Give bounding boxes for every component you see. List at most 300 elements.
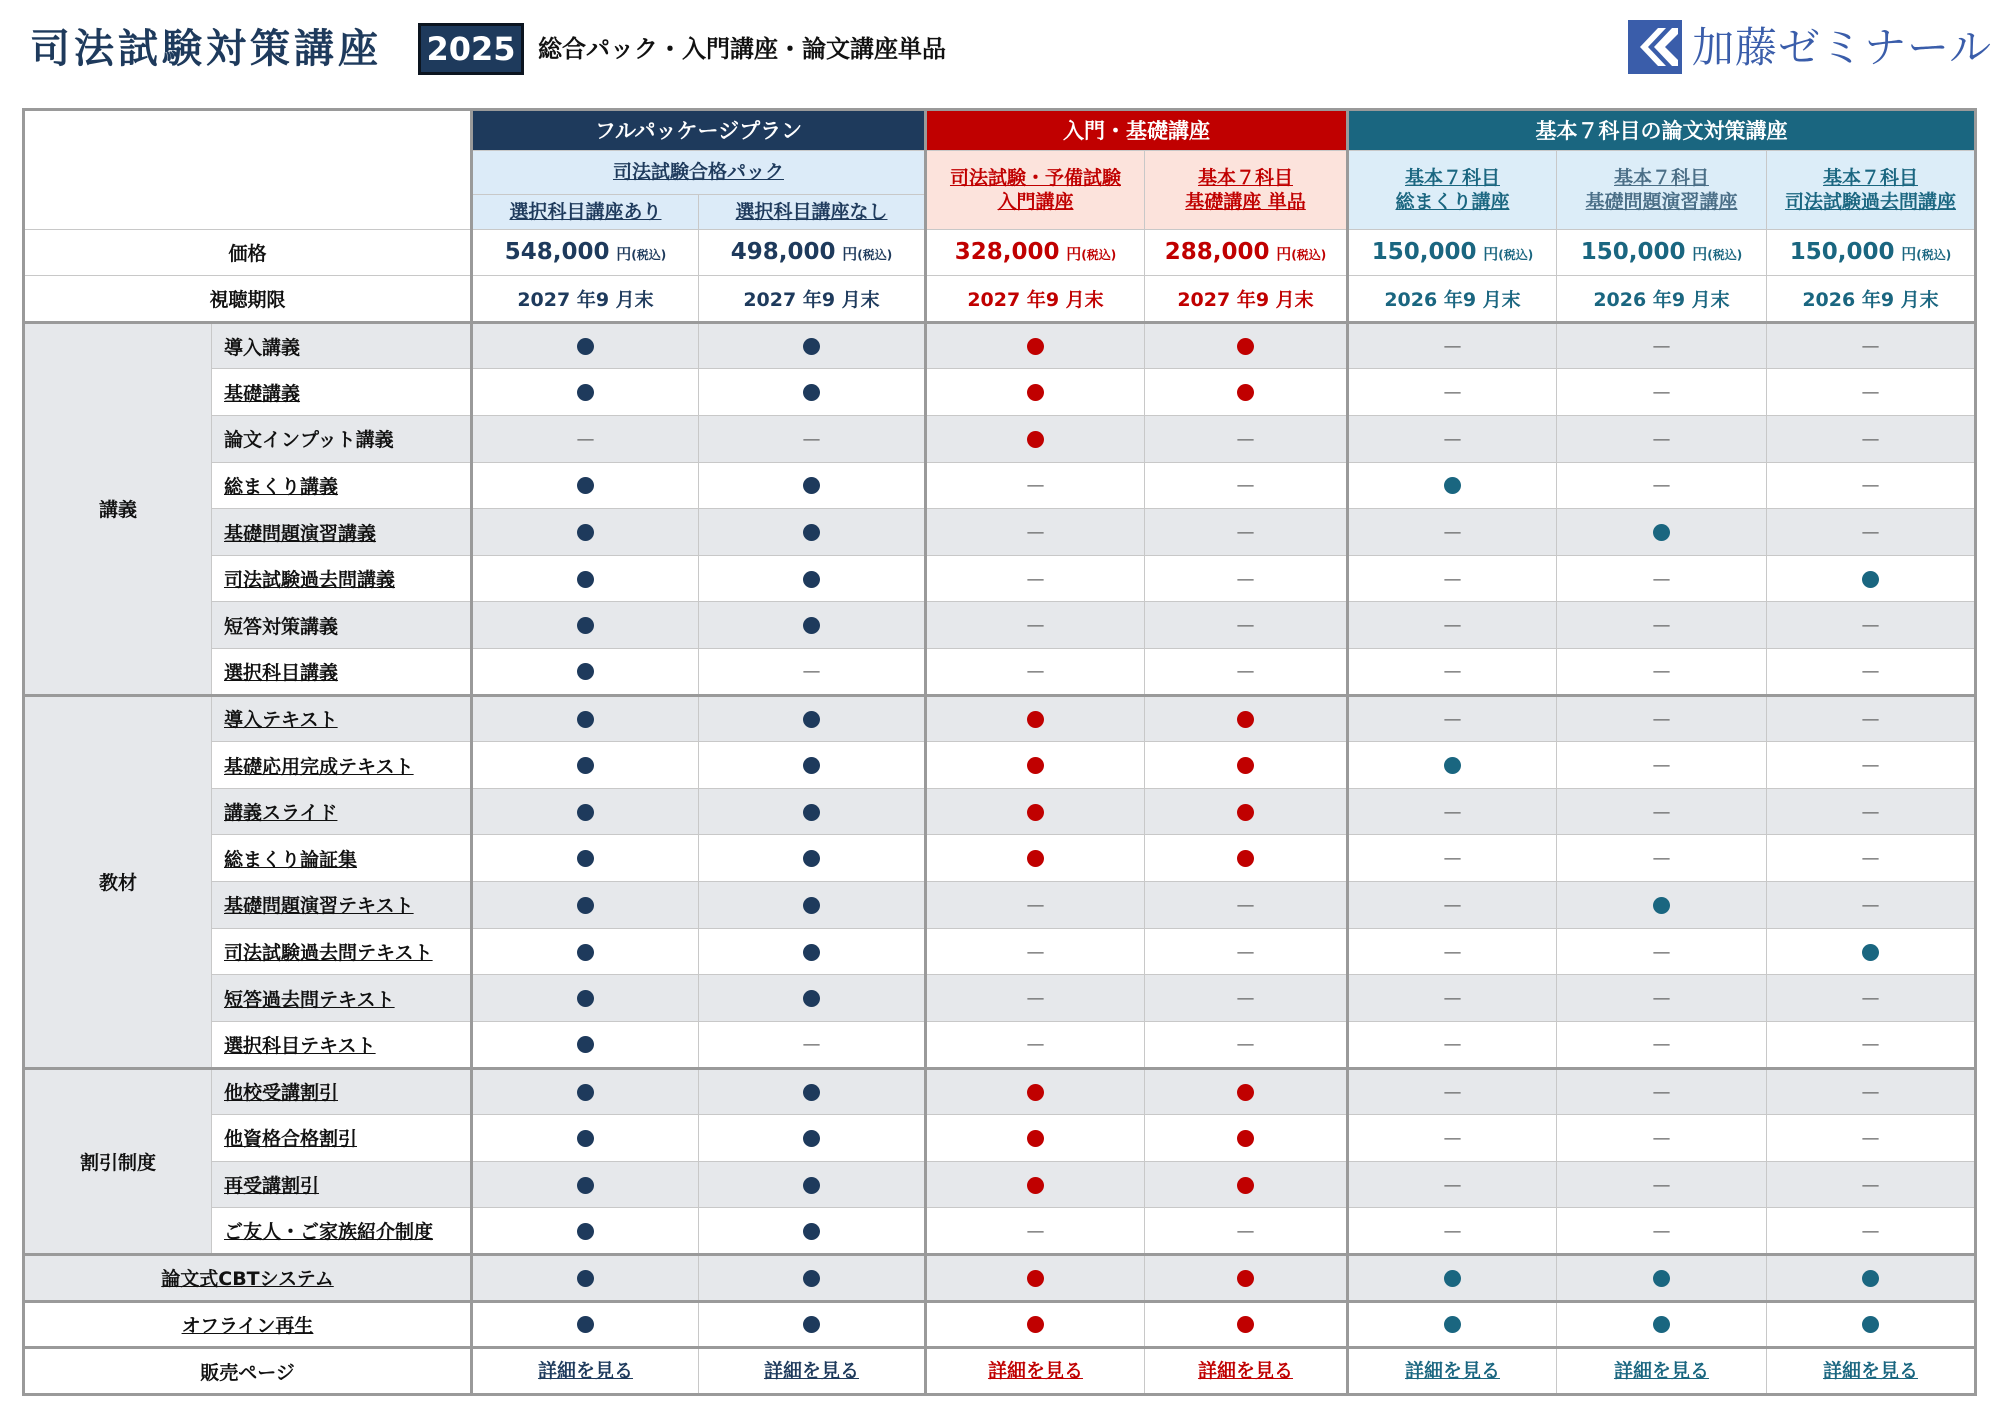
not-included-mark: —	[1767, 1208, 1976, 1255]
included-mark	[472, 1021, 699, 1068]
not-included-mark: —	[926, 509, 1145, 556]
included-mark	[1348, 1301, 1557, 1348]
not-included-mark: —	[1557, 835, 1767, 882]
category-materials: 教材	[24, 695, 212, 1068]
detail-cell	[1557, 1348, 1767, 1395]
detail-cell	[1145, 1348, 1348, 1395]
not-included-mark: —	[1145, 649, 1348, 696]
not-included-mark: —	[1145, 416, 1348, 463]
included-mark	[926, 1254, 1145, 1301]
included-dot	[1027, 1177, 1044, 1194]
not-included-mark: —	[1767, 742, 1976, 789]
feature-link-cell	[212, 882, 472, 929]
included-mark	[699, 1115, 926, 1162]
included-dot	[803, 384, 820, 401]
included-dot	[1862, 1316, 1879, 1333]
feature-label: 論文インプット講義	[212, 416, 472, 463]
price-cell: 498,000 円(税込)	[699, 229, 926, 276]
not-included-mark: —	[1767, 1068, 1976, 1115]
included-dot	[1027, 384, 1044, 401]
included-mark	[1145, 695, 1348, 742]
included-dot	[803, 711, 820, 728]
term-cell: 2026 年9 月末	[1348, 276, 1557, 323]
price-cell: 150,000 円(税込)	[1767, 229, 1976, 276]
included-dot	[1027, 338, 1044, 355]
price-cell: 548,000 円(税込)	[472, 229, 699, 276]
not-included-mark: —	[1767, 602, 1976, 649]
included-mark	[699, 1208, 926, 1255]
not-included-mark: —	[1348, 322, 1557, 369]
detail-cell	[1348, 1348, 1557, 1395]
not-included-mark: —	[1348, 509, 1557, 556]
feature-link-cell	[24, 1301, 472, 1348]
included-mark	[699, 322, 926, 369]
past-course-link[interactable]: 基本７科目 司法試験過去問講座	[1784, 166, 1956, 213]
included-mark	[699, 509, 926, 556]
included-mark	[926, 369, 1145, 416]
review-course-link[interactable]: 基本７科目 総まくり講座	[1395, 166, 1510, 213]
intro-course-link[interactable]: 司法試験・予備試験 入門講座	[949, 166, 1121, 213]
included-mark	[1767, 555, 1976, 602]
feature-label: 短答対策講義	[212, 602, 472, 649]
feature-link[interactable]: 他資格合格割引	[224, 1128, 358, 1151]
included-dot	[803, 897, 820, 914]
feature-link[interactable]: 再受講割引	[224, 1175, 320, 1198]
included-dot	[1237, 757, 1254, 774]
included-mark	[472, 928, 699, 975]
not-included-mark: —	[926, 1021, 1145, 1068]
not-included-mark: —	[1145, 509, 1348, 556]
group-intro-basic: 入門・基礎講座	[926, 110, 1348, 151]
included-mark	[926, 1301, 1145, 1348]
included-mark	[699, 788, 926, 835]
feature-link-cell	[24, 1254, 472, 1301]
feature-link[interactable]: 総まくり講義	[224, 475, 339, 498]
drill-course-cell	[1557, 150, 1767, 229]
included-mark	[1145, 742, 1348, 789]
not-included-mark: —	[1557, 649, 1767, 696]
included-mark	[1767, 1254, 1976, 1301]
not-included-mark: —	[1557, 555, 1767, 602]
year-badge: 2025	[421, 26, 521, 72]
included-mark	[699, 1161, 926, 1208]
included-mark	[1557, 1254, 1767, 1301]
not-included-mark: —	[1348, 1068, 1557, 1115]
included-dot	[577, 711, 594, 728]
included-mark	[699, 369, 926, 416]
not-included-mark: —	[926, 975, 1145, 1022]
not-included-mark: —	[1348, 928, 1557, 975]
included-mark	[1145, 1161, 1348, 1208]
included-dot	[577, 1223, 594, 1240]
included-dot	[1027, 711, 1044, 728]
not-included-mark: —	[1767, 509, 1976, 556]
included-dot	[803, 1270, 820, 1287]
not-included-mark: —	[1557, 1068, 1767, 1115]
included-mark	[472, 695, 699, 742]
not-included-mark: —	[1348, 1115, 1557, 1162]
not-included-mark: —	[1557, 369, 1767, 416]
included-mark	[699, 882, 926, 929]
not-included-mark: —	[472, 416, 699, 463]
included-mark	[1557, 509, 1767, 556]
included-dot	[577, 524, 594, 541]
included-dot	[577, 944, 594, 961]
term-cell: 2027 年9 月末	[1145, 276, 1348, 323]
not-included-mark: —	[926, 555, 1145, 602]
pack-with-elective-cell	[472, 195, 699, 229]
included-dot	[1862, 944, 1879, 961]
included-dot	[1027, 757, 1044, 774]
term-cell: 2027 年9 月末	[472, 276, 699, 323]
included-mark	[699, 835, 926, 882]
logo-text: 加藤ゼミナール	[1692, 23, 1993, 72]
included-mark	[472, 369, 699, 416]
not-included-mark: —	[926, 649, 1145, 696]
not-included-mark: —	[1767, 788, 1976, 835]
feature-link[interactable]: 司法試験過去問テキスト	[224, 942, 433, 964]
feature-link-cell	[212, 462, 472, 509]
not-included-mark: —	[1557, 742, 1767, 789]
included-dot	[577, 384, 594, 401]
page-subtitle: 総合パック・入門講座・論文講座単品	[538, 35, 946, 63]
included-dot	[803, 1084, 820, 1101]
included-dot	[1237, 384, 1254, 401]
included-dot	[1027, 1316, 1044, 1333]
feature-link[interactable]: 講義スライド	[224, 802, 338, 825]
page-title: 司法試験対策講座	[30, 26, 382, 72]
detail-cell	[699, 1348, 926, 1395]
not-included-mark: —	[1348, 1021, 1557, 1068]
detail-cell	[926, 1348, 1145, 1395]
included-mark	[472, 975, 699, 1022]
pack-with-elective-link[interactable]: 選択科目講座あり	[509, 200, 662, 223]
not-included-mark: —	[1767, 835, 1976, 882]
not-included-mark: —	[1145, 555, 1348, 602]
included-dot	[1444, 1316, 1461, 1333]
detail-link[interactable]: 詳細を見る	[537, 1360, 633, 1383]
included-mark	[1557, 1301, 1767, 1348]
included-mark	[472, 788, 699, 835]
included-mark	[1557, 882, 1767, 929]
included-mark	[1348, 462, 1557, 509]
feature-link[interactable]: 選択科目講義	[224, 661, 339, 684]
category-lectures: 講義	[24, 322, 212, 695]
not-included-mark: —	[1348, 695, 1557, 742]
price-cell: 150,000 円(税込)	[1557, 229, 1767, 276]
included-dot	[1653, 524, 1670, 541]
not-included-mark: —	[1767, 369, 1976, 416]
included-dot	[577, 850, 594, 867]
included-dot	[1862, 571, 1879, 588]
price-label: 価格	[24, 229, 472, 276]
not-included-mark: —	[926, 602, 1145, 649]
logo-mark-icon	[1628, 18, 1684, 76]
not-included-mark: —	[1767, 649, 1976, 696]
not-included-mark: —	[1557, 322, 1767, 369]
included-dot	[1027, 804, 1044, 821]
feature-link-cell	[212, 1161, 472, 1208]
not-included-mark: —	[1145, 602, 1348, 649]
feature-link-cell	[212, 649, 472, 696]
group-essay-courses: 基本７科目の論文対策講座	[1348, 110, 1976, 151]
feature-link-cell	[212, 1208, 472, 1255]
basic-course-cell	[1145, 150, 1348, 229]
feature-link-cell	[212, 1115, 472, 1162]
detail-link[interactable]: 詳細を見る	[1197, 1360, 1293, 1383]
feature-link[interactable]: 基礎問題演習講義	[224, 522, 377, 545]
included-dot	[1237, 850, 1254, 867]
not-included-mark: —	[1145, 975, 1348, 1022]
included-dot	[1237, 1270, 1254, 1287]
included-mark	[472, 1208, 699, 1255]
included-mark	[926, 1068, 1145, 1115]
feature-link-cell	[212, 788, 472, 835]
included-dot	[803, 338, 820, 355]
included-mark	[472, 742, 699, 789]
included-mark	[472, 602, 699, 649]
feature-link[interactable]: 基礎問題演習テキスト	[224, 895, 414, 918]
included-mark	[472, 835, 699, 882]
included-dot	[577, 1036, 594, 1053]
term-cell: 2027 年9 月末	[699, 276, 926, 323]
included-dot	[1027, 1084, 1044, 1101]
feature-link-cell	[212, 509, 472, 556]
not-included-mark: —	[1348, 555, 1557, 602]
included-mark	[472, 509, 699, 556]
included-mark	[472, 1161, 699, 1208]
included-dot	[1027, 850, 1044, 867]
included-dot	[803, 477, 820, 494]
feature-link[interactable]: 他校受講割引	[224, 1082, 339, 1105]
feature-link-cell	[212, 555, 472, 602]
included-mark	[472, 555, 699, 602]
included-dot	[803, 571, 820, 588]
not-included-mark: —	[1557, 602, 1767, 649]
included-mark	[1145, 369, 1348, 416]
included-mark	[926, 322, 1145, 369]
included-mark	[1145, 1068, 1348, 1115]
detail-link[interactable]: 詳細を見る	[1822, 1360, 1918, 1383]
feature-label: 導入講義	[212, 322, 472, 369]
included-dot	[1653, 897, 1670, 914]
feature-link-cell	[212, 695, 472, 742]
not-included-mark: —	[1557, 928, 1767, 975]
detail-cell	[1767, 1348, 1976, 1395]
feature-link-cell	[212, 975, 472, 1022]
included-dot	[1444, 1270, 1461, 1287]
included-dot	[1444, 757, 1461, 774]
included-dot	[803, 1316, 820, 1333]
not-included-mark: —	[1557, 1161, 1767, 1208]
included-mark	[472, 1068, 699, 1115]
included-dot	[803, 757, 820, 774]
price-cell: 150,000 円(税込)	[1348, 229, 1557, 276]
included-mark	[699, 555, 926, 602]
included-dot	[1027, 1130, 1044, 1147]
included-dot	[1237, 1130, 1254, 1147]
pack-without-elective-cell	[699, 195, 926, 229]
included-mark	[699, 742, 926, 789]
included-mark	[699, 695, 926, 742]
review-course-cell	[1348, 150, 1557, 229]
feature-link[interactable]: 導入テキスト	[224, 709, 338, 732]
included-dot	[1027, 1270, 1044, 1287]
included-dot	[577, 1084, 594, 1101]
included-mark	[472, 462, 699, 509]
sales-page-label: 販売ページ	[24, 1348, 472, 1395]
included-dot	[1237, 1316, 1254, 1333]
included-dot	[577, 757, 594, 774]
included-dot	[1237, 1177, 1254, 1194]
included-mark	[926, 695, 1145, 742]
included-mark	[1767, 1301, 1976, 1348]
pack-without-elective-link[interactable]: 選択科目講座なし	[735, 200, 888, 223]
not-included-mark: —	[699, 416, 926, 463]
included-dot	[577, 1130, 594, 1147]
included-mark	[472, 1115, 699, 1162]
included-dot	[803, 990, 820, 1007]
feature-link[interactable]: 総まくり論証集	[224, 848, 358, 871]
included-dot	[577, 804, 594, 821]
not-included-mark: —	[926, 928, 1145, 975]
not-included-mark: —	[1348, 369, 1557, 416]
included-dot	[803, 1177, 820, 1194]
not-included-mark: —	[1145, 928, 1348, 975]
included-dot	[1653, 1270, 1670, 1287]
not-included-mark: —	[1557, 416, 1767, 463]
included-dot	[577, 1177, 594, 1194]
not-included-mark: —	[926, 882, 1145, 929]
included-mark	[472, 1301, 699, 1348]
included-dot	[803, 944, 820, 961]
price-cell: 328,000 円(税込)	[926, 229, 1145, 276]
not-included-mark: —	[1145, 882, 1348, 929]
basic-course-link[interactable]: 基本７科目 基礎講座 単品	[1185, 166, 1306, 213]
included-dot	[577, 663, 594, 680]
not-included-mark: —	[1348, 835, 1557, 882]
not-included-mark: —	[1767, 462, 1976, 509]
included-dot	[1237, 1084, 1254, 1101]
comparison-table	[22, 108, 1977, 1396]
included-mark	[1145, 1301, 1348, 1348]
not-included-mark: —	[1348, 1161, 1557, 1208]
included-mark	[1767, 928, 1976, 975]
not-included-mark: —	[1557, 788, 1767, 835]
not-included-mark: —	[926, 462, 1145, 509]
detail-link[interactable]: 詳細を見る	[987, 1360, 1083, 1383]
feature-link-cell	[212, 1068, 472, 1115]
included-dot	[577, 477, 594, 494]
feature-link[interactable]: 基礎応用完成テキスト	[224, 755, 414, 778]
included-mark	[472, 882, 699, 929]
feature-link[interactable]: 選択科目テキスト	[224, 1034, 376, 1057]
included-dot	[1444, 477, 1461, 494]
term-cell: 2027 年9 月末	[926, 276, 1145, 323]
term-cell: 2026 年9 月末	[1767, 276, 1976, 323]
included-mark	[472, 649, 699, 696]
included-mark	[699, 928, 926, 975]
not-included-mark: —	[699, 1021, 926, 1068]
not-included-mark: —	[1767, 1115, 1976, 1162]
feature-link-cell	[212, 835, 472, 882]
included-dot	[803, 524, 820, 541]
included-mark	[1348, 742, 1557, 789]
not-included-mark: —	[1348, 602, 1557, 649]
included-dot	[577, 338, 594, 355]
included-mark	[699, 602, 926, 649]
not-included-mark: —	[1145, 1208, 1348, 1255]
included-mark	[699, 462, 926, 509]
kato-seminar-logo[interactable]	[1628, 18, 1993, 78]
not-included-mark: —	[1145, 462, 1348, 509]
not-included-mark: —	[1557, 1115, 1767, 1162]
included-mark	[926, 1161, 1145, 1208]
detail-link[interactable]: 詳細を見る	[763, 1360, 859, 1383]
not-included-mark: —	[1767, 882, 1976, 929]
not-included-mark: —	[1557, 1021, 1767, 1068]
feature-link[interactable]: 論文式CBTシステム	[161, 1268, 334, 1291]
included-mark	[926, 1115, 1145, 1162]
feature-link[interactable]: オフライン再生	[181, 1314, 314, 1337]
included-mark	[1145, 788, 1348, 835]
included-dot	[577, 1316, 594, 1333]
not-included-mark: —	[1348, 975, 1557, 1022]
included-dot	[1862, 1270, 1879, 1287]
not-included-mark: —	[1557, 1208, 1767, 1255]
feature-link[interactable]: 短答過去問テキスト	[224, 988, 395, 1011]
feature-link[interactable]: ご友人・ご家族紹介制度	[224, 1221, 434, 1244]
detail-link[interactable]: 詳細を見る	[1613, 1360, 1709, 1383]
not-included-mark: —	[1348, 882, 1557, 929]
drill-course-link[interactable]: 基本７科目 基礎問題演習講座	[1585, 166, 1738, 213]
included-dot	[803, 617, 820, 634]
not-included-mark: —	[1767, 322, 1976, 369]
pack-cell	[472, 150, 926, 195]
included-mark	[1145, 322, 1348, 369]
detail-link[interactable]: 詳細を見る	[1404, 1360, 1500, 1383]
not-included-mark: —	[1767, 416, 1976, 463]
included-mark	[926, 416, 1145, 463]
category-discounts: 割引制度	[24, 1068, 212, 1254]
included-dot	[577, 990, 594, 1007]
included-mark	[1145, 1115, 1348, 1162]
included-dot	[1237, 711, 1254, 728]
included-dot	[803, 1223, 820, 1240]
not-included-mark: —	[1557, 462, 1767, 509]
included-mark	[699, 1254, 926, 1301]
included-dot	[577, 571, 594, 588]
included-dot	[1653, 1316, 1670, 1333]
feature-link[interactable]: 基礎講義	[224, 382, 301, 405]
included-mark	[1145, 1254, 1348, 1301]
term-label: 視聴期限	[24, 276, 472, 323]
term-cell: 2026 年9 月末	[1557, 276, 1767, 323]
pack-link[interactable]: 司法試験合格パック	[612, 161, 784, 184]
not-included-mark: —	[699, 649, 926, 696]
included-mark	[926, 835, 1145, 882]
corner-cell	[24, 110, 472, 230]
feature-link[interactable]: 司法試験過去問講義	[224, 569, 396, 592]
feature-link-cell	[212, 742, 472, 789]
past-course-cell	[1767, 150, 1976, 229]
included-dot	[577, 1270, 594, 1287]
included-mark	[699, 975, 926, 1022]
included-mark	[1348, 1254, 1557, 1301]
included-dot	[1027, 431, 1044, 448]
included-mark	[699, 1068, 926, 1115]
not-included-mark: —	[1767, 1021, 1976, 1068]
